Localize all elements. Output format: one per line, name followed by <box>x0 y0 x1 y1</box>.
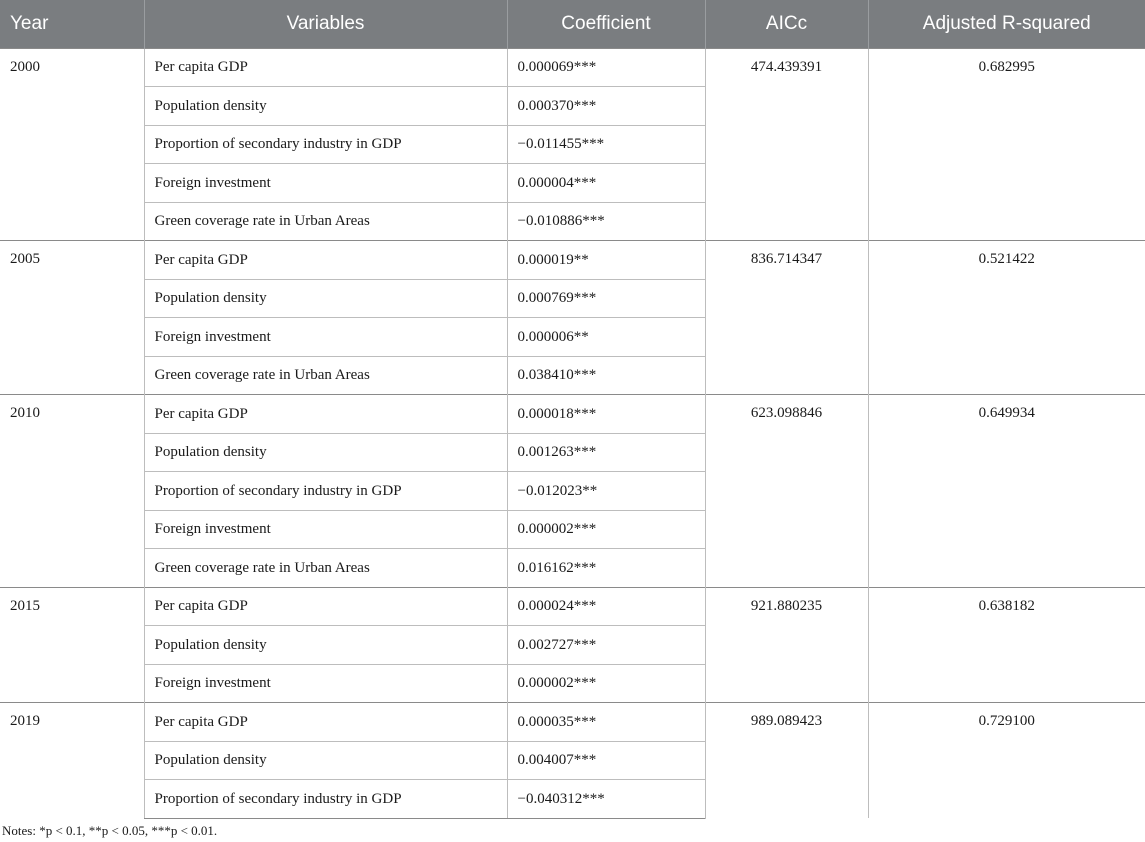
variable-cell: Proportion of secondary industry in GDP <box>144 125 507 164</box>
aicc-cell: 836.714347 <box>705 241 868 395</box>
year-cell: 2019 <box>0 703 144 819</box>
table-body <box>0 48 1145 818</box>
variable-cell: Green coverage rate in Urban Areas <box>144 202 507 241</box>
variable-cell: Green coverage rate in Urban Areas <box>144 549 507 588</box>
coefficient-cell: −0.010886*** <box>507 202 705 241</box>
year-cell: 2000 <box>0 48 144 241</box>
variable-cell: Foreign investment <box>144 664 507 703</box>
header-variables: Variables <box>144 0 507 48</box>
coefficient-cell: 0.000370*** <box>507 87 705 126</box>
table-row <box>0 587 1145 626</box>
coefficient-cell: 0.000024*** <box>507 587 705 626</box>
coefficient-cell: 0.000019** <box>507 241 705 280</box>
coefficient-cell: −0.012023** <box>507 472 705 511</box>
aicc-cell: 474.439391 <box>705 48 868 241</box>
coefficient-cell: 0.016162*** <box>507 549 705 588</box>
variable-cell: Per capita GDP <box>144 241 507 280</box>
coefficient-cell: 0.004007*** <box>507 741 705 780</box>
header-adjusted-r-squared: Adjusted R-squared <box>868 0 1145 48</box>
coefficient-cell: −0.040312*** <box>507 780 705 819</box>
year-cell: 2010 <box>0 395 144 588</box>
table-row <box>0 241 1145 280</box>
variable-cell: Green coverage rate in Urban Areas <box>144 356 507 395</box>
table-row <box>0 48 1145 87</box>
variable-cell: Per capita GDP <box>144 395 507 434</box>
adj-r2-cell: 0.521422 <box>868 241 1145 395</box>
table-notes: Notes: *p < 0.1, **p < 0.05, ***p < 0.01. <box>2 823 218 838</box>
variable-cell: Per capita GDP <box>144 587 507 626</box>
variable-cell: Per capita GDP <box>144 703 507 742</box>
coefficient-cell: 0.000769*** <box>507 279 705 318</box>
table-header <box>0 0 1145 48</box>
variable-cell: Population density <box>144 87 507 126</box>
aicc-cell: 623.098846 <box>705 395 868 588</box>
coefficient-cell: 0.001263*** <box>507 433 705 472</box>
variable-cell: Foreign investment <box>144 164 507 203</box>
adj-r2-cell: 0.649934 <box>868 395 1145 588</box>
coefficient-cell: 0.000002*** <box>507 664 705 703</box>
coefficient-cell: 0.000006** <box>507 318 705 357</box>
variable-cell: Foreign investment <box>144 318 507 357</box>
variable-cell: Per capita GDP <box>144 48 507 87</box>
coefficient-cell: 0.038410*** <box>507 356 705 395</box>
header-year: Year <box>10 12 49 34</box>
variable-cell: Proportion of secondary industry in GDP <box>144 472 507 511</box>
coefficient-cell: 0.000004*** <box>507 164 705 203</box>
coefficient-cell: 0.000002*** <box>507 510 705 549</box>
variable-cell: Proportion of secondary industry in GDP <box>144 780 507 819</box>
adj-r2-cell: 0.638182 <box>868 587 1145 703</box>
adj-r2-cell: 0.729100 <box>868 703 1145 819</box>
coefficient-cell: −0.011455*** <box>507 125 705 164</box>
header-coefficient: Coefficient <box>507 0 705 48</box>
variable-cell: Population density <box>144 626 507 665</box>
year-cell: 2015 <box>0 587 144 703</box>
header-aicc: AICc <box>705 0 868 48</box>
variable-cell: Population density <box>144 433 507 472</box>
coefficient-cell: 0.000018*** <box>507 395 705 434</box>
coefficient-cell: 0.000035*** <box>507 703 705 742</box>
aicc-cell: 921.880235 <box>705 587 868 703</box>
variable-cell: Foreign investment <box>144 510 507 549</box>
adj-r2-cell: 0.682995 <box>868 48 1145 241</box>
coefficient-cell: 0.000069*** <box>507 48 705 87</box>
table-row <box>0 395 1145 434</box>
header-row <box>0 0 1145 48</box>
table-row <box>0 703 1145 742</box>
coefficient-cell: 0.002727*** <box>507 626 705 665</box>
year-cell: 2005 <box>0 241 144 395</box>
variable-cell: Population density <box>144 741 507 780</box>
variable-cell: Population density <box>144 279 507 318</box>
aicc-cell: 989.089423 <box>705 703 868 819</box>
